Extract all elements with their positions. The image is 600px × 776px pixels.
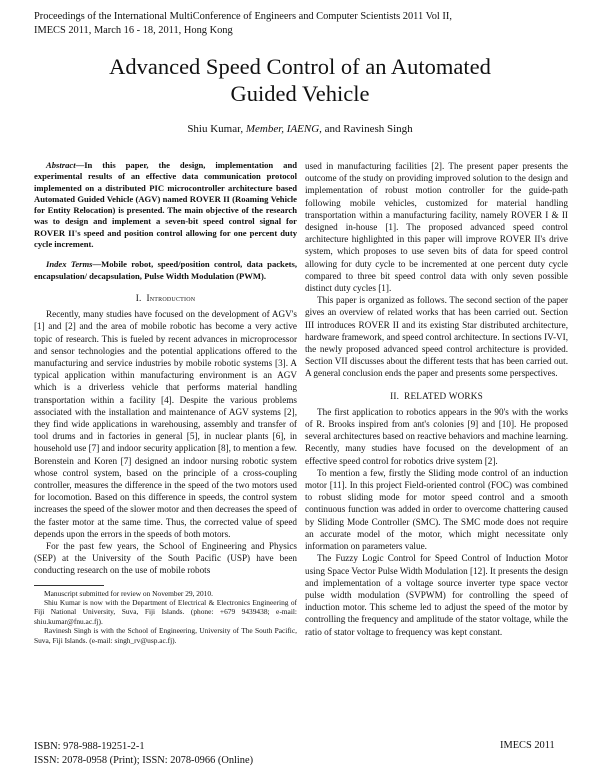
proceedings-header — [34, 10, 474, 37]
intro-paragraph-3: For the past few years, the School of Engineering and Physics (SEP) at the University of the South Pacific (USP) have been conducting research on the use of mobile robots — [34, 541, 297, 576]
footer-isbn: ISBN: 978-988-19251-2-1 — [34, 741, 145, 752]
footer-conference: IMECS 2011 — [500, 740, 555, 751]
title-line-1: Advanced Speed Control of an Automated — [109, 54, 491, 79]
section-2-heading — [305, 390, 568, 402]
footnote-rule — [34, 585, 104, 586]
index-terms — [34, 259, 297, 282]
right-column — [305, 160, 568, 638]
section-1-title: Introduction — [146, 292, 196, 303]
proceedings-line-2: IMECS 2011, March 16 - 18, 2011, Hong Kong — [34, 24, 233, 36]
index-terms-text: —Mobile robot, speed/position control, data packets, encapsulation/ decapsulation, Pulse Width Modulation (PWM). — [34, 259, 298, 281]
section-1-number: I. — [135, 292, 142, 303]
abstract — [34, 160, 297, 250]
related-paragraph-3: The Fuzzy Logic Control for Speed Control of Induction Motor using Space Vector Pulse Width Modulation [12]. It presents the design and implementation of a voltage source inverter type space vector pulse width modulation (SVPWM) for controlling the speed of induction motor. This scheme led to adjust the speed of the motor by controlling the frequency and amplitude of the stator voltage, while the ratio of stator voltage to frequency was kept constant. — [305, 553, 568, 637]
left-column — [34, 160, 297, 645]
author-1: Shiu Kumar, — [187, 123, 246, 135]
author-role: Member, IAENG, — [245, 123, 322, 135]
footnote-submitted: Manuscript submitted for review on November 29, 2010. — [44, 588, 213, 598]
title-line-2: Guided Vehicle — [230, 81, 370, 106]
right-paragraph-1: used in manufacturing facilities [2]. The present paper presents the outcome of the study on providing improved solution to the design and implementation of robust motion controller for the guide-path following mobile vehicles, customized for material handling transportation within a manufacturing facility, namely ROVER I & II designed in-house [1]. The proposed advanced speed control architecture highlighted in this paper will improve ROVER II's drive system, which proposes to use seven bits of data for speed control allowing for duty cycle to be incremented at one percent duty cycle compared to three bit speed control data with only seven possible distinct duty cycles [1]. — [305, 161, 568, 294]
related-paragraph-1: The first application to robotics appears in the 90's with the works of R. Brooks inspired from ant's colonies [9] and [10]. He proposed several architectures based on reactive behaviors and machine learning. Recently, many studies have focused on the development of an effective speed control for robotics drive system [2]. — [305, 406, 568, 466]
section-2-number: II. — [390, 390, 400, 401]
right-paragraph-2: This paper is organized as follows. The second section of the paper gives an overview of related works that has been carried out. Section III introduces ROVER II and its existing Star distributed architecture, hardware framework, and speed control architecture. In sections IV-VI, the newly proposed advanced speed control architecture is provided. Section VII discusses about the different tests that has been carried out. A general conclusion ends the paper and presents some perspectives. — [305, 295, 568, 379]
related-paragraph-2: To mention a few, firstly the Sliding mode control of an induction motor [11]. In this project Field-oriented control (FOC) was combined to robust sliding mode for motor speed control and a smooth continuous function was added in order to overcome chattering caused by Sliding Mode Controller (SMC). The SMC mode does not require an accurate model of the motor, which might necessitate only information on parameters value. — [305, 467, 568, 552]
footnote-author-1: Shiu Kumar is now with the Department of Electrical & Electronics Engineering of Fiji National University, Suva, Fiji Islands. (phone: +679 9439438; e-mail: shiu.kumar@fnu.ac.fj). — [34, 598, 297, 626]
section-1-heading — [34, 292, 297, 304]
proceedings-line-1: Proceedings of the International MultiConference of Engineers and Computer Scientists 2011 Vol II, — [34, 11, 452, 22]
index-terms-label: Index Terms — [46, 259, 93, 270]
intro-paragraph-2: Borenstein and Koren [7] designed an indoor nursing robotic system whose control system, based on the principle of a cross-coupling controller, measures the difference in the speed of the two motors used for locomotion. Based on this difference in speeds, the control system increases the speed of the slower motor and then decreases the speed of the faster motor at the same time. Thus, the corrected value of speed depends upon the errors in the speeds of both motors. — [34, 455, 297, 539]
footer-identifiers — [34, 740, 253, 767]
paper-title — [60, 53, 540, 107]
author-line — [60, 123, 540, 135]
intro-paragraph-1: Recently, many studies have focused on the development of AGV's [1] and [2] and the area of mobile robotic has become a very active topic of research. This is fueled by recent advances in microprocessor and sensor technologies and the potential applications offered to the manufacturing and service industries by mobile robotic systems [3]. A typical application within manufacturing environment is an AGV which is a driverless vehicle that performs material handling transportation within a facility [4]. Despite the various problems associated with the installation and maintenance of AGV systems [2], they find wide applications in warehousing, assembly and transfer of tool drums and in factories in general [5], in nuclear plants [6], in household use [7] and indoor security application [8], to mention a few. — [34, 309, 297, 454]
abstract-label: Abstract — [46, 160, 76, 170]
footer-issn: ISSN: 2078-0958 (Print); ISSN: 2078-0966 (Online) — [34, 754, 254, 766]
footnote-author-2: Ravinesh Singh is with the School of Engineering, University of The South Pacific, Suva, Fiji Islands. (e-mail: singh_rv@usp.ac.fj). — [34, 626, 297, 645]
abstract-text: —In this paper, the design, implementation and experimental results of an effective data communication protocol implemented on a distributed PIC microcontroller architecture based Automated Guided Vehicle (AGV) named ROVER II (Roaming Vehicle for Entity Relocation) is presented. The main objective of the research was to design and implement a seven-bit speed control signal for ROVER II's speed and position control allowing for one percent duty cycle increment. — [34, 160, 297, 250]
author-2: and Ravinesh Singh — [321, 123, 413, 135]
section-2-title: RELATED WORKS — [404, 390, 483, 401]
